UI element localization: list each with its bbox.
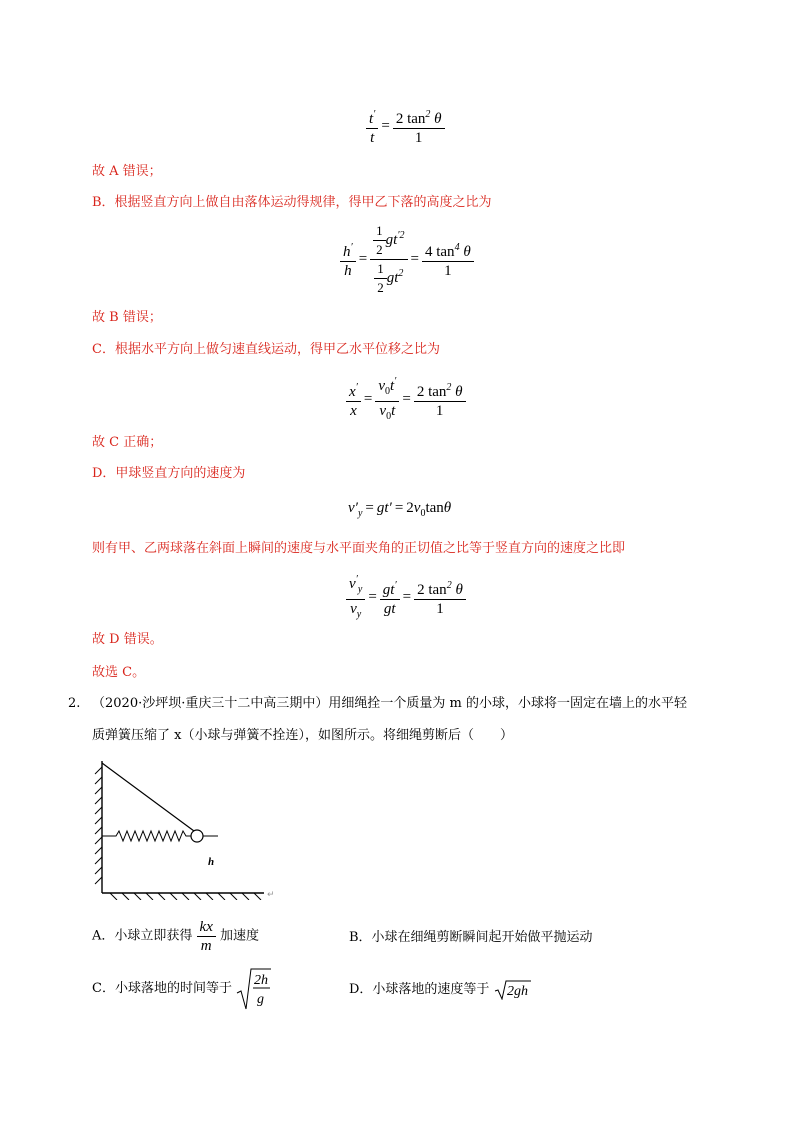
c-right-text: 故 C 正确； (92, 435, 163, 450)
option-a-text: A．小球立即获得 (92, 928, 193, 944)
svg-text:2h: 2h (254, 973, 269, 988)
option-b[interactable]: B．小球在细绳剪断瞬间起开始做平抛运动 (349, 930, 593, 945)
b-intro-text: B．根据竖直方向上做自由落体运动得规律，得甲乙下落的高度之比为 (92, 195, 492, 210)
option-d[interactable] (349, 980, 532, 1000)
question-number: 2. (68, 696, 81, 711)
a-wrong-text: 故 A 错误； (92, 164, 162, 179)
height-label: h (208, 856, 215, 868)
answer-text: 故选 C。 (92, 665, 146, 680)
b-wrong-text: 故 B 错误； (92, 310, 162, 325)
formula-time-ratio: $\frac{t'}{t}$ = $\frac{2 \tan^2 \theta}{1}$ (366, 106, 445, 147)
formula-height-ratio: $\frac{h'}{h}$ = $\frac{1}{2}$ $gt^{'2}$ $\frac{1}{2}$ $gt^2$ = $\frac{4 \tan^4 \theta}{1}$ (340, 222, 474, 297)
c-intro-text: C．根据水平方向上做匀速直线运动，得甲乙水平位移之比为 (92, 342, 440, 357)
option-c[interactable] (92, 967, 272, 1011)
option-c-text: C．小球落地的时间等于 (92, 981, 232, 996)
formula-velocity-ratio: $\frac{v'_y}{v_y}$ = $\frac{gt'}{gt}$ = $\frac{2 \tan^2 \theta}{1}$ (346, 571, 466, 624)
option-a-suffix: 加速度 (220, 928, 260, 944)
return-mark: ↵ (267, 890, 275, 900)
svg-text:g: g (257, 992, 265, 1007)
option-d-text: D．小球落地的速度等于 (349, 982, 490, 997)
option-a-formula: $\frac{kx}{m}$ (197, 918, 216, 955)
formula-vertical-velocity: $v'_y = gt' = 2v_0\tan\theta$ (348, 500, 452, 519)
question-line-2: 质弹簧压缩了 x（小球与弹簧不拴连），如图所示。将细绳剪断后（ ） (92, 728, 513, 743)
d-wrong-text: 故 D 错误。 (92, 632, 163, 647)
ball (191, 830, 203, 842)
d-intro-text: D．甲球竖直方向的速度为 (92, 466, 246, 481)
option-a[interactable] (92, 918, 259, 955)
question-line-1: （2020·沙坪坝·重庆三十二中高三期中）用细绳拴一个质量为 m 的小球，小球将一固定在墙上的水平轻 (92, 696, 687, 711)
option-d-formula (494, 980, 532, 1000)
spring (102, 831, 191, 841)
d-note-text: 则有甲、乙两球落在斜面上瞬间的速度与水平面夹角的正切值之比等于竖直方向的速度之比即 (92, 541, 626, 556)
svg-text:2gh: 2gh (506, 984, 528, 999)
spring-ball-figure (90, 755, 290, 900)
string (102, 763, 194, 831)
formula-displacement-ratio: $\frac{x'}{x}$ = $\frac{v_0t'}{v_0t}$ = $\frac{2 \tan^2 \theta}{1}$ (346, 373, 466, 426)
option-c-formula (236, 967, 272, 1011)
